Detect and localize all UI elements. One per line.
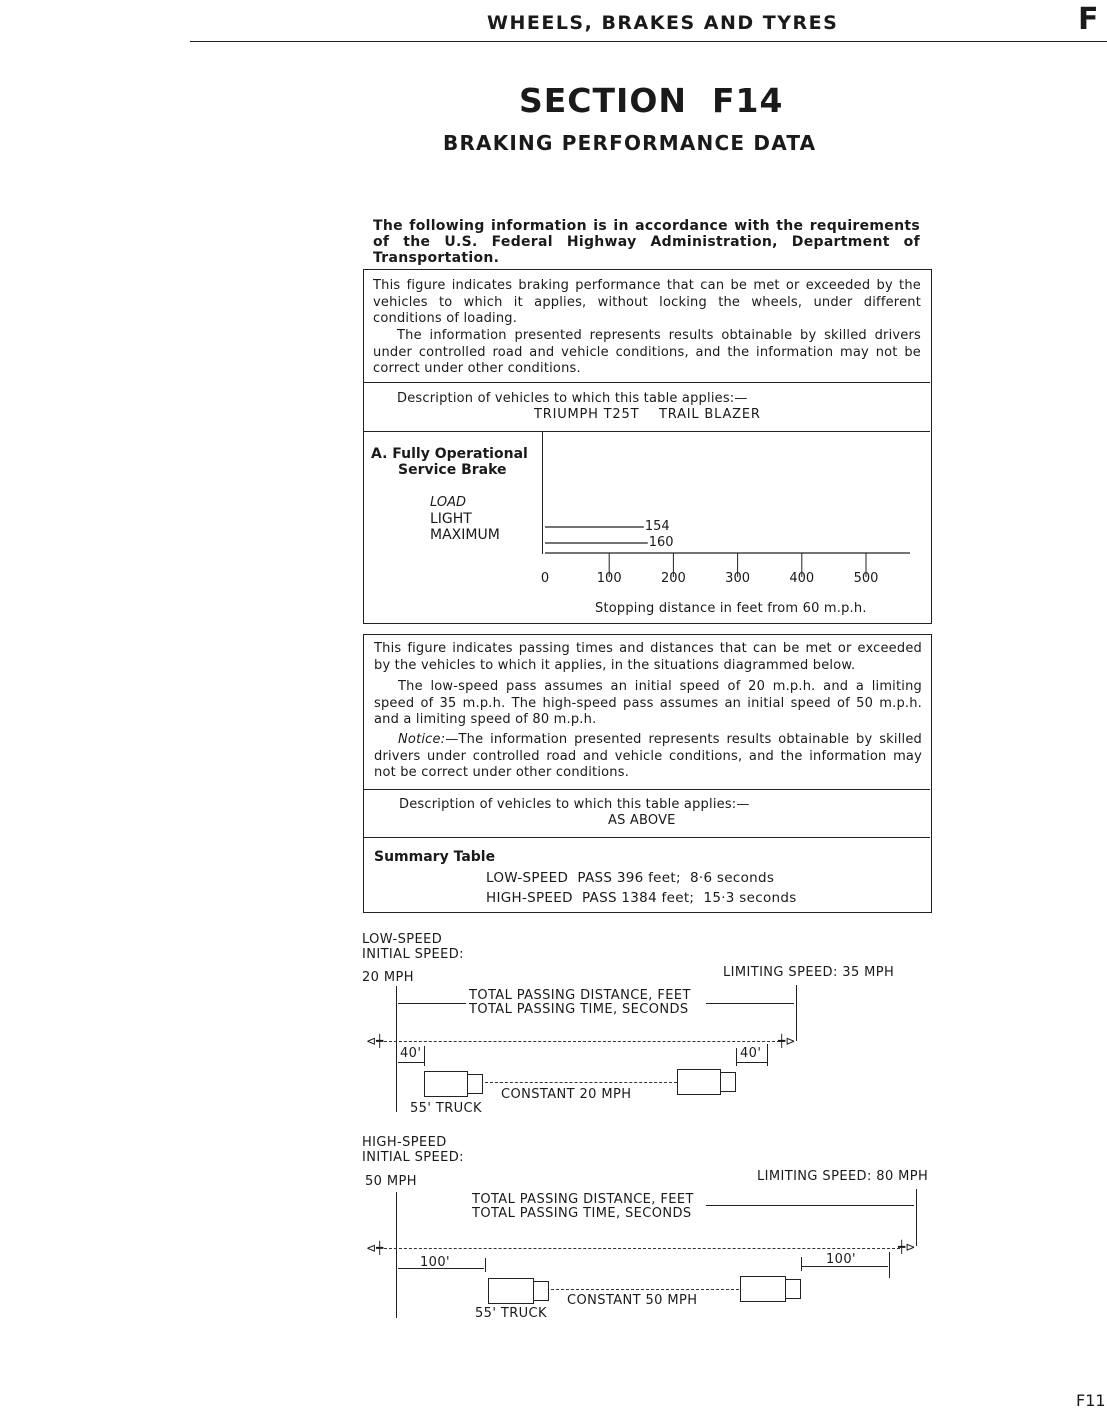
low-title-1: LOW-SPEED: [362, 932, 443, 947]
load-light: LIGHT: [430, 511, 472, 527]
low-passing-path: [384, 1041, 780, 1042]
low-car-end-icon: ┿⊳: [778, 1034, 796, 1048]
x-tick-label-400: 400: [789, 571, 815, 586]
low-gap-right-arrow: [737, 1062, 767, 1063]
high-distance-arrow-right: [706, 1205, 914, 1206]
low-gap-right: 40': [740, 1046, 762, 1061]
high-truck-end-cab: [785, 1279, 801, 1299]
bar-value-maximum: 160: [648, 535, 674, 550]
low-constant-speed: CONSTANT 20 MPH: [501, 1087, 632, 1102]
high-end-line: [916, 1189, 917, 1246]
low-car-start-icon: ⊲┿: [366, 1034, 384, 1048]
x-tick-label-0: 0: [540, 571, 550, 586]
high-title-2: INITIAL SPEED:: [362, 1150, 464, 1165]
high-truck-path: [551, 1289, 739, 1290]
high-gap-left: 100': [420, 1255, 450, 1270]
passing-vehicle: AS ABOVE: [608, 813, 676, 828]
high-distance-label: TOTAL PASSING DISTANCE, FEET: [472, 1192, 694, 1207]
low-distance-label: TOTAL PASSING DISTANCE, FEET: [469, 988, 691, 1003]
low-end-line: [796, 985, 797, 1041]
braking-divider-2: [364, 431, 930, 432]
high-start-line: [396, 1192, 397, 1318]
passing-box: [363, 634, 932, 913]
section-title: SECTION F14: [519, 81, 784, 120]
header-rule: [190, 41, 1107, 42]
low-gap-right-tick-a: [736, 1048, 737, 1066]
braking-chart: [530, 505, 910, 595]
passing-para-1: This figure indicates passing times and distances that can be met or exceeded by the vehicles to which it applies, in the situations diagrammed below.: [374, 641, 922, 673]
x-tick-label-100: 100: [596, 571, 622, 586]
passing-description-label: Description of vehicles to which this table applies:—: [399, 797, 750, 812]
high-limiting-speed: LIMITING SPEED: 80 MPH: [757, 1169, 929, 1184]
passing-divider-2: [364, 837, 930, 838]
braking-divider-1: [364, 382, 930, 383]
bar-value-light: 154: [644, 519, 670, 534]
low-truck-start-cab: [467, 1074, 483, 1094]
low-distance-arrow-left: [398, 1003, 466, 1004]
low-truck-label: 55' TRUCK: [410, 1101, 482, 1116]
braking-axis-caption: Stopping distance in feet from 60 m.p.h.: [595, 601, 867, 616]
x-tick-label-300: 300: [725, 571, 751, 586]
high-gap-right-arrow: [802, 1266, 888, 1267]
high-gap-right-tick-b: [889, 1252, 890, 1278]
high-passing-path: [384, 1248, 900, 1249]
braking-para-1: This figure indicates braking performance that can be met or exceeded by the vehicles to which it applies, without locking the wheels, under different conditions of loading.: [373, 278, 921, 326]
summary-high-speed: HIGH-SPEED PASS 1384 feet; 15·3 seconds: [486, 890, 797, 906]
high-time-label: TOTAL PASSING TIME, SECONDS: [472, 1206, 692, 1221]
high-gap-left-arrow: [398, 1268, 484, 1269]
low-distance-arrow-right: [706, 1003, 794, 1004]
high-constant-speed: CONSTANT 50 MPH: [567, 1293, 698, 1308]
summary-low-speed: LOW-SPEED PASS 396 feet; 8·6 seconds: [486, 870, 775, 886]
x-tick-label-200: 200: [660, 571, 686, 586]
high-truck-end: [740, 1276, 786, 1302]
load-label: LOAD: [430, 495, 466, 510]
brake-heading-1: A. Fully Operational: [371, 446, 528, 462]
x-tick-label-500: 500: [853, 571, 879, 586]
high-truck-start: [488, 1278, 534, 1304]
notice-text: —The information presented represents results obtainable by skilled drivers under controlled road and vehicle conditions, and the information may not be correct under other conditions.: [374, 732, 922, 780]
running-header: WHEELS, BRAKES AND TYRES: [487, 12, 839, 34]
braking-description-label: Description of vehicles to which this table applies:—: [397, 391, 748, 406]
passing-divider-1: [364, 789, 930, 790]
intro-text: The following information is in accordance with the requirements of the U.S. Federal Highway Administration, Department of Transportation.: [373, 218, 920, 266]
passing-notice: [374, 732, 922, 782]
braking-para-2: The information presented represents results obtainable by skilled drivers under controlled road and vehicle conditions, and the information may not be correct under other conditions.: [373, 328, 921, 376]
braking-vehicle: TRIUMPH T25T TRAIL BLAZER: [534, 407, 761, 422]
high-car-start-icon: ⊲┿: [366, 1241, 384, 1255]
section-letter: F: [1078, 2, 1099, 37]
low-start-line: [396, 986, 397, 1112]
high-truck-label: 55' TRUCK: [475, 1306, 547, 1321]
low-gap-left-tick: [424, 1046, 425, 1066]
high-title-1: HIGH-SPEED: [362, 1135, 447, 1150]
low-limiting-speed: LIMITING SPEED: 35 MPH: [723, 965, 895, 980]
high-gap-right-tick-a: [801, 1257, 802, 1271]
brake-heading-2: Service Brake: [398, 462, 507, 478]
low-truck-path: [485, 1082, 677, 1083]
page-number: F11: [1076, 1391, 1106, 1410]
load-maximum: MAXIMUM: [430, 527, 500, 543]
high-car-end-icon: ┿⊳: [898, 1240, 916, 1254]
high-truck-start-cab: [533, 1281, 549, 1301]
low-gap-right-tick-b: [767, 1044, 768, 1066]
low-truck-start: [424, 1071, 468, 1097]
low-gap-left: 40': [400, 1046, 422, 1061]
notice-label: Notice:: [398, 732, 446, 747]
low-gap-left-arrow: [398, 1062, 424, 1063]
low-time-label: TOTAL PASSING TIME, SECONDS: [469, 1002, 689, 1017]
section-subtitle: BRAKING PERFORMANCE DATA: [443, 131, 817, 155]
passing-para-2: The low-speed pass assumes an initial speed of 20 m.p.h. and a limiting speed of 35 m.p.h. The high-speed pass assumes an initial speed of 50 m.p.h. and a limiting speed of 80 m.p.h.: [374, 679, 922, 727]
low-title-2: INITIAL SPEED:: [362, 947, 464, 962]
summary-title: Summary Table: [374, 849, 496, 865]
low-truck-end-cab: [720, 1072, 736, 1092]
low-initial-speed: 20 MPH: [362, 970, 414, 985]
high-initial-speed: 50 MPH: [365, 1174, 417, 1189]
high-gap-left-tick: [485, 1258, 486, 1272]
low-truck-end: [677, 1069, 721, 1095]
high-gap-right: 100': [826, 1252, 856, 1267]
